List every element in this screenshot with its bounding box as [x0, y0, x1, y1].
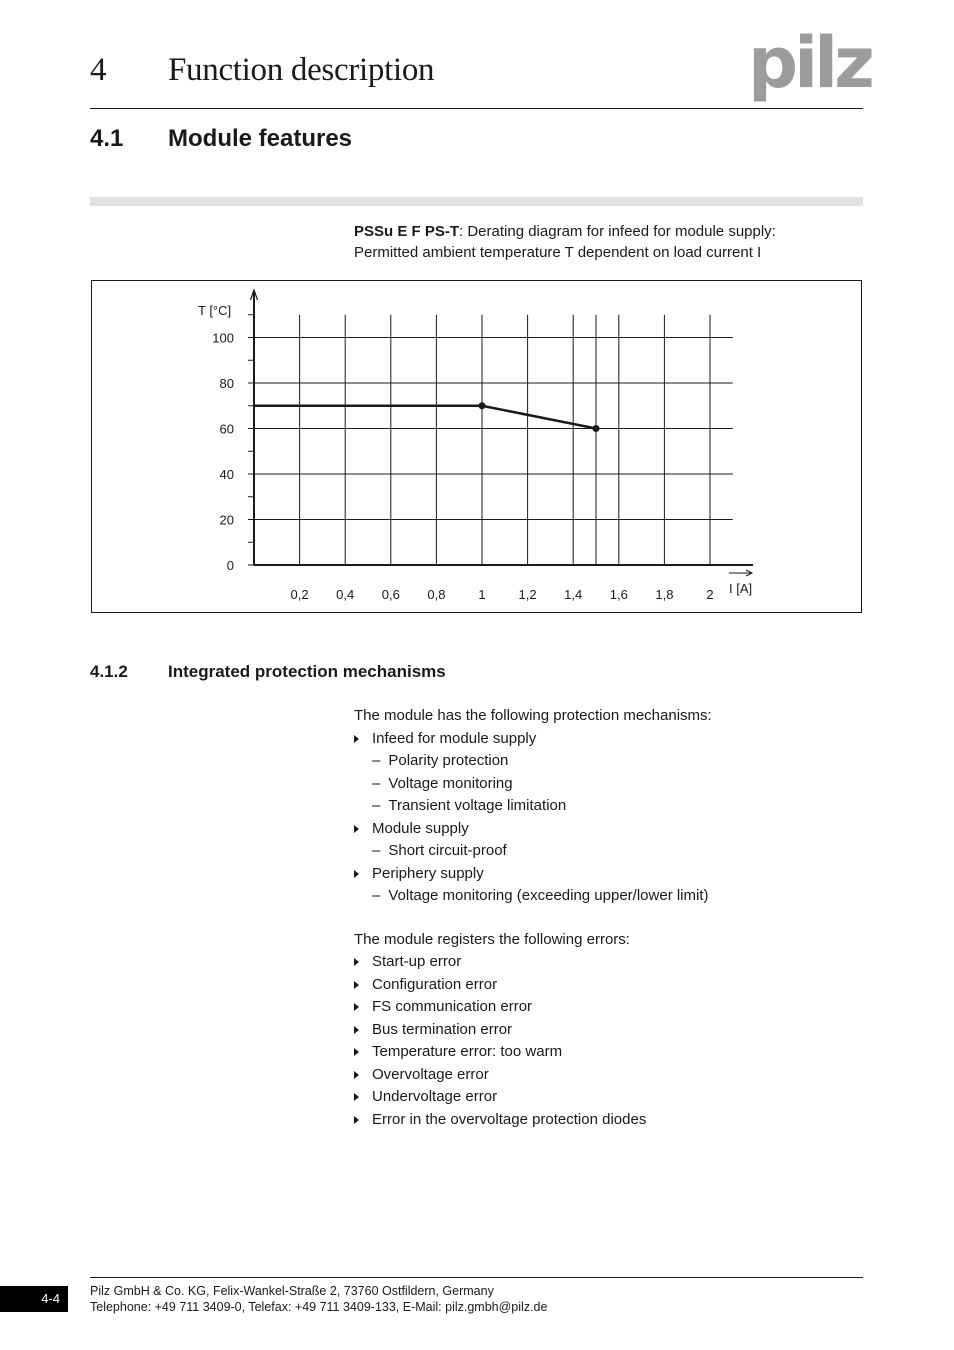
x-tick-label: 0,8	[427, 587, 446, 602]
error-item	[354, 996, 532, 1018]
header-divider	[90, 108, 863, 109]
footer-line2: Telephone: +49 711 3409-0, Telefax: +49 711 3409-133, E-Mail: pilz.gmbh@pilz.de	[90, 1300, 548, 1314]
y-tick-label: 100	[212, 330, 234, 346]
chapter-number: 4	[90, 52, 107, 88]
y-tick-label: 80	[219, 376, 234, 391]
list-item-text: Configuration error	[372, 975, 498, 993]
x-tick-label: 2	[706, 587, 714, 602]
list-item-text: Infeed for module supply	[372, 729, 537, 747]
error-item	[354, 1019, 512, 1041]
x-tick-label: 1,8	[655, 587, 674, 602]
dash-bullet: –	[372, 774, 381, 792]
protection-subitem	[372, 773, 513, 795]
x-tick-label: 0,2	[290, 587, 309, 602]
protection-subitem	[372, 750, 508, 772]
data-point	[479, 402, 486, 409]
protection-intro: The module has the following protection mechanisms:	[354, 707, 712, 724]
chart-series	[254, 402, 600, 432]
list-item-text: Polarity protection	[388, 752, 509, 769]
subsection-title: Integrated protection mechanisms	[168, 662, 446, 681]
dash-bullet: –	[372, 887, 381, 904]
list-item-text: Overvoltage error	[372, 1065, 489, 1083]
section-separator-bar	[90, 197, 863, 206]
y-tick-label: 60	[219, 421, 234, 437]
section-number: 4.1	[90, 125, 124, 152]
x-tick-label: 0,4	[336, 587, 355, 602]
list-item-text: FS communication error	[372, 998, 533, 1015]
bullet-arrow-icon	[354, 1116, 359, 1124]
error-item	[354, 951, 461, 973]
dash-bullet: –	[372, 752, 381, 769]
bullet-arrow-icon	[354, 958, 359, 966]
list-item-text: Error in the overvoltage protection diodes	[372, 1110, 647, 1128]
list-item-text: Voltage monitoring (exceeding upper/lower limit)	[388, 887, 709, 904]
list-item-text: Bus termination error	[372, 1020, 513, 1038]
x-tick-label: 1,6	[609, 587, 628, 602]
bullet-arrow-icon	[354, 1048, 359, 1056]
caption-line1: : Derating diagram for infeed for module supply:	[459, 223, 776, 240]
bullet-arrow-icon	[354, 825, 359, 833]
page-number: 4-4	[0, 1286, 68, 1312]
x-axis-label: I [A]	[729, 581, 753, 596]
chapter-title: Function description	[168, 52, 435, 88]
dash-bullet: –	[372, 797, 381, 814]
data-point	[593, 425, 600, 432]
bullet-arrow-icon	[354, 1003, 359, 1011]
y-axis-label: T [°C]	[198, 303, 232, 318]
chart-axes	[248, 290, 753, 576]
bullet-arrow-icon	[354, 735, 359, 743]
x-tick-label: 1,4	[564, 587, 583, 602]
error-item	[354, 1064, 489, 1086]
footer-divider	[90, 1277, 863, 1278]
derating-chart	[91, 280, 862, 613]
dash-bullet: –	[372, 842, 381, 859]
list-item-text: Undervoltage error	[372, 1088, 498, 1105]
chart-grid	[254, 315, 733, 565]
derating-curve	[254, 406, 596, 429]
subsection-number: 4.1.2	[90, 662, 128, 681]
pilz-logo: pilz	[748, 22, 871, 104]
protection-item	[354, 818, 469, 840]
figure-caption	[354, 221, 854, 263]
bullet-arrow-icon	[354, 981, 359, 989]
caption-product-name: PSSu E F PS-T	[354, 223, 460, 240]
list-item-text: Start-up error	[372, 953, 462, 970]
x-tick-label: 1,2	[518, 587, 537, 602]
list-item-text: Transient voltage limitation	[388, 797, 567, 814]
protection-subitem	[372, 840, 507, 862]
protection-item	[354, 863, 484, 885]
list-item-text: Short circuit-proof	[388, 842, 507, 859]
chart-tick-labels	[212, 331, 713, 603]
list-item-text: Module supply	[372, 819, 469, 837]
footer-line1: Pilz GmbH & Co. KG, Felix-Wankel-Straße 2, 73760 Ostfildern, Germany	[90, 1284, 494, 1298]
error-item	[354, 1086, 497, 1108]
error-item	[354, 974, 497, 996]
bullet-arrow-icon	[354, 870, 359, 878]
bullet-arrow-icon	[354, 1026, 359, 1034]
bullet-arrow-icon	[354, 1071, 359, 1079]
errors-intro: The module registers the following errors:	[354, 930, 630, 948]
list-item-text: Temperature error: too warm	[372, 1043, 563, 1060]
protection-subitem	[372, 795, 566, 817]
protection-item	[354, 728, 536, 750]
error-item	[354, 1041, 562, 1063]
y-tick-label: 40	[219, 467, 234, 482]
section-title: Module features	[168, 125, 353, 152]
caption-line2: Permitted ambient temperature T dependent on load current I	[354, 244, 762, 261]
y-tick-label: 20	[219, 512, 234, 528]
x-tick-label: 1	[478, 587, 486, 602]
footer-address	[90, 1283, 547, 1315]
list-item-text: Periphery supply	[372, 864, 484, 882]
protection-subitem	[372, 885, 709, 907]
y-tick-label: 0	[226, 558, 234, 573]
list-item-text: Voltage monitoring	[388, 774, 513, 792]
error-item	[354, 1109, 646, 1131]
x-tick-label: 0,6	[381, 587, 400, 602]
bullet-arrow-icon	[354, 1093, 359, 1101]
